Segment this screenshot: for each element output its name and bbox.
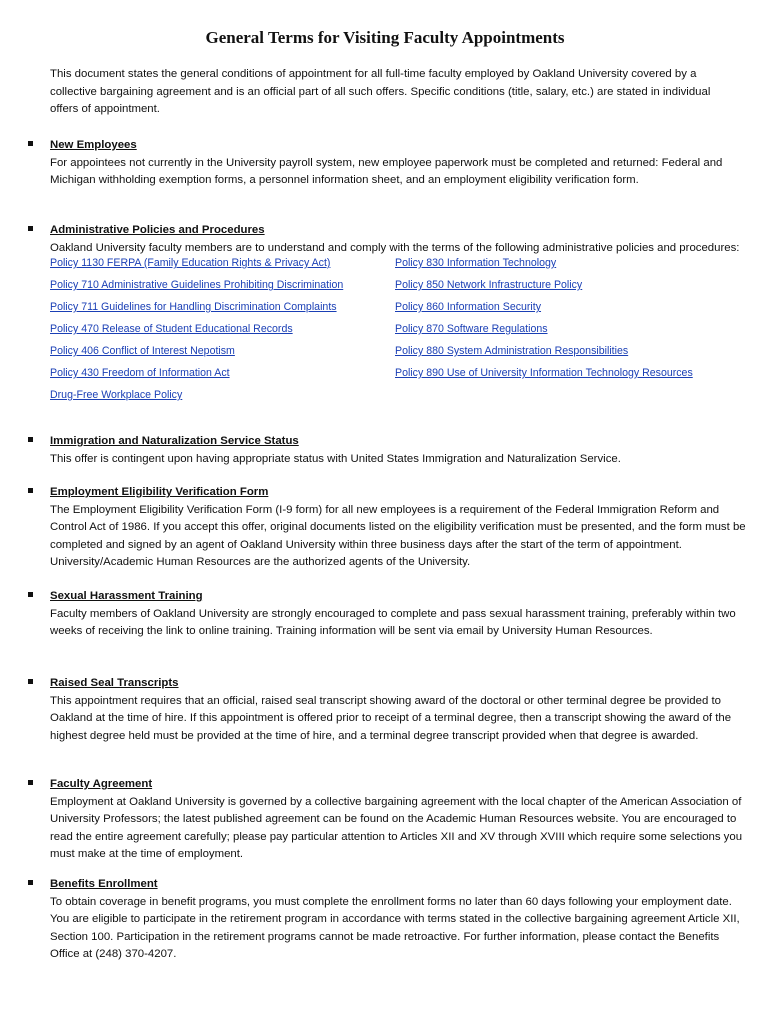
section-title: Administrative Policies and Procedures [50,224,265,236]
section-body: This appointment requires that an official, raised seal transcript showing award of the doctoral or other terminal degree be provided to Oakland at the time of hire. If this appointment is offered prior to receipt of a terminal degree, then a transcript showing the award of the highest degree held must be provided at the time of hire, and a terminal degree transcript provided when that degree is awarded. [50,694,732,742]
section-body: For appointees not currently in the University payroll system, new employee paperwork must be completed and returned: Federal and Michigan withholding exemption forms, a personnel information sheet, and an employment eligibility verification form. [50,156,723,186]
bullet-icon [28,488,33,493]
page-title: General Terms for Visiting Faculty Appointments [205,28,565,47]
policy-link-430[interactable]: Policy 430 Freedom of Information Act [50,367,230,379]
policy-link-470[interactable]: Policy 470 Release of Student Educational Records [50,323,293,335]
section-body: This offer is contingent upon having appropriate status with United States Immigration and Naturalization Service. [50,452,621,465]
policy-link-710[interactable]: Policy 710 Administrative Guidelines Prohibiting Discrimination [50,279,344,291]
bullet-icon [28,780,33,785]
section-body: Faculty members of Oakland University are strongly encouraged to complete and pass sexual harassment training, preferably within two weeks of receiving the link to online training. Training information will be sent via email by University Human Resources. [50,607,736,637]
section-transcripts [50,675,748,745]
policy-link-830[interactable]: Policy 830 Information Technology [395,257,557,269]
bullet-icon [28,437,33,442]
policy-links [50,257,748,411]
policy-link-890[interactable]: Policy 890 Use of University Information Technology Resources [395,367,693,379]
section-title: Raised Seal Transcripts [50,677,179,689]
policy-link-860[interactable]: Policy 860 Information Security [395,301,542,313]
policy-link-880[interactable]: Policy 880 System Administration Responsibilities [395,345,629,357]
section-title: Faculty Agreement [50,778,153,790]
section-title: Employment Eligibility Verification Form [50,486,269,498]
section-faculty-agreement [50,776,748,864]
section-title: Sexual Harassment Training [50,590,203,602]
policy-link-406[interactable]: Policy 406 Conflict of Interest Nepotism [50,345,235,357]
bullet-icon [28,880,33,885]
section-title: New Employees [50,139,137,151]
policy-link-850[interactable]: Policy 850 Network Infrastructure Policy [395,279,583,291]
policy-link-1130[interactable]: Policy 1130 FERPA (Family Education Rights & Privacy Act) [50,257,331,269]
section-title: Immigration and Naturalization Service Status [50,435,299,447]
section-new-employees [50,137,748,190]
section-harassment [50,588,748,641]
bullet-icon [28,141,33,146]
section-body: To obtain coverage in benefit programs, you must complete the enrollment forms no later than 60 days following your employment date. You are eligible to participate in the retirement program in accordance with terms stated in the collective bargaining agreement Article XII, Section 100. Participation in the retirement programs cannot be made retroactive. For further information, please contact the Benefits Office at (248) 370-4207. [50,895,740,960]
section-admin-policies [50,222,748,411]
policy-link-870[interactable]: Policy 870 Software Regulations [395,323,548,335]
section-title: Benefits Enrollment [50,878,158,890]
policy-link-drug-free[interactable]: Drug-Free Workplace Policy [50,389,183,401]
section-benefits [50,876,748,964]
section-immigration [50,433,748,468]
bullet-icon [28,679,33,684]
section-body: Oakland University faculty members are to understand and comply with the terms of the following administrative policies and procedures: [50,241,740,254]
intro-paragraph: This document states the general conditions of appointment for all full-time faculty employed by Oakland University covered by a collective bargaining agreement and is an official part of all such offers. Specific conditions (title, salary, etc.) are stated in individual offers of appointment. [50,68,711,115]
section-eligibility [50,484,748,572]
section-body: Employment at Oakland University is governed by a collective bargaining agreement with the local chapter of the American Association of University Professors; the latest published agreement can be found on the Academic Human Resources website. You are encouraged to read the entire agreement carefully; please pay particular attention to Articles XII and XV through XVIII which require some selections you must make at the time of employment. [50,795,743,860]
section-body: The Employment Eligibility Verification Form (I-9 form) for all new employees is a requirement of the Federal Immigration Reform and Control Act of 1986. If you accept this offer, original documents listed on the eligibility verification must be presented, and the form must be completed and signed by an agent of Oakland University within three business days after the start of the term of appointment. University/Academic Human Resources are the authorized agents of the University. [50,503,746,568]
bullet-icon [28,226,33,231]
policy-link-711[interactable]: Policy 711 Guidelines for Handling Discrimination Complaints [50,301,337,313]
bullet-icon [28,592,33,597]
